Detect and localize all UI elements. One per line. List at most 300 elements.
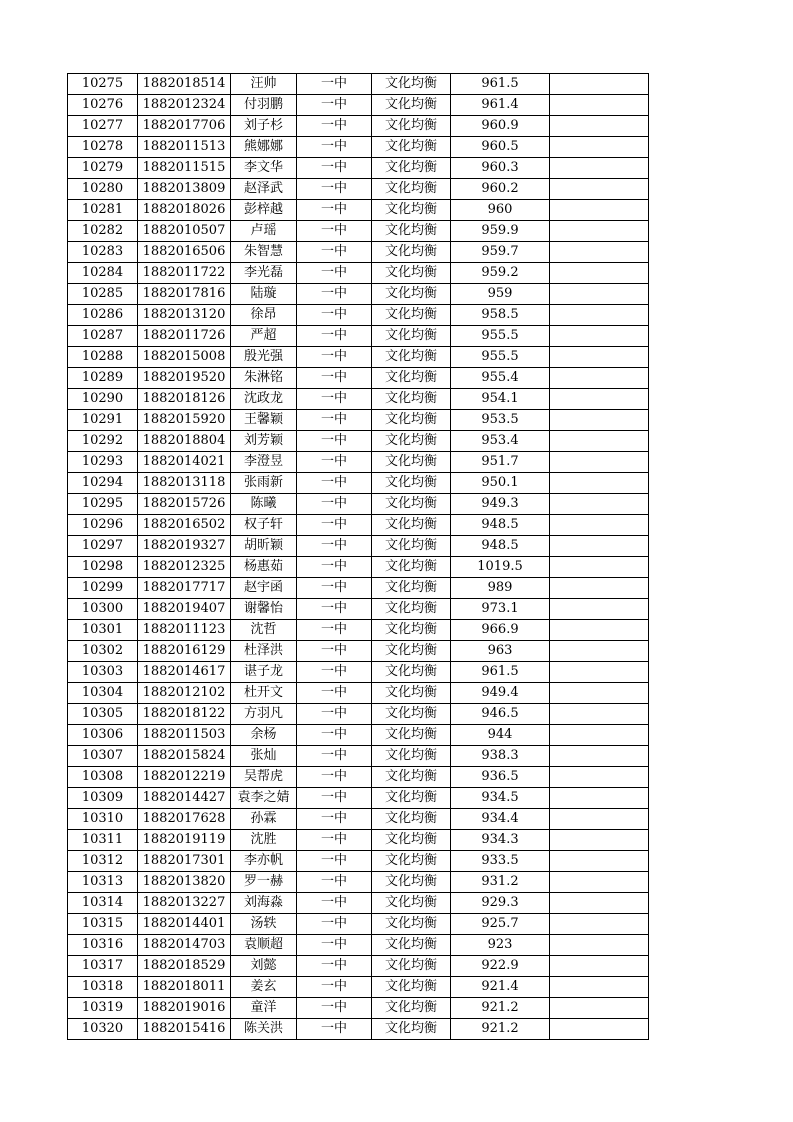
school-cell: 一中 — [297, 200, 372, 221]
score-cell: 960.3 — [451, 158, 550, 179]
category-cell: 文化均衡 — [372, 305, 451, 326]
exam-number-cell: 1882019119 — [138, 830, 231, 851]
category-cell: 文化均衡 — [372, 599, 451, 620]
remark-cell — [550, 830, 649, 851]
score-cell: 960.5 — [451, 137, 550, 158]
exam-number-cell: 1882011722 — [138, 263, 231, 284]
student-name-cell: 袁顺超 — [231, 935, 297, 956]
remark-cell — [550, 557, 649, 578]
table-row — [68, 515, 649, 536]
table-row — [68, 137, 649, 158]
remark-cell — [550, 116, 649, 137]
remark-cell — [550, 893, 649, 914]
row-number-cell: 10300 — [68, 599, 138, 620]
exam-number-cell: 1882019407 — [138, 599, 231, 620]
table-row — [68, 284, 649, 305]
student-name-cell: 赵宇函 — [231, 578, 297, 599]
score-cell: 948.5 — [451, 536, 550, 557]
exam-number-cell: 1882011515 — [138, 158, 231, 179]
student-name-cell: 袁李之婧 — [231, 788, 297, 809]
school-cell: 一中 — [297, 263, 372, 284]
score-cell: 973.1 — [451, 599, 550, 620]
row-number-cell: 10283 — [68, 242, 138, 263]
school-cell: 一中 — [297, 788, 372, 809]
exam-number-cell: 1882017717 — [138, 578, 231, 599]
student-name-cell: 李文华 — [231, 158, 297, 179]
school-cell: 一中 — [297, 242, 372, 263]
exam-number-cell: 1882014401 — [138, 914, 231, 935]
exam-number-cell: 1882012219 — [138, 767, 231, 788]
school-cell: 一中 — [297, 137, 372, 158]
student-name-cell: 胡昕颖 — [231, 536, 297, 557]
row-number-cell: 10303 — [68, 662, 138, 683]
table-row — [68, 347, 649, 368]
row-number-cell: 10296 — [68, 515, 138, 536]
category-cell: 文化均衡 — [372, 284, 451, 305]
exam-number-cell: 1882011726 — [138, 326, 231, 347]
exam-number-cell: 1882017628 — [138, 809, 231, 830]
student-name-cell: 沈政龙 — [231, 389, 297, 410]
remark-cell — [550, 389, 649, 410]
remark-cell — [550, 158, 649, 179]
table-row — [68, 620, 649, 641]
exam-number-cell: 1882016506 — [138, 242, 231, 263]
student-name-cell: 余杨 — [231, 725, 297, 746]
table-row — [68, 473, 649, 494]
school-cell: 一中 — [297, 641, 372, 662]
table-row — [68, 662, 649, 683]
school-cell: 一中 — [297, 935, 372, 956]
table-row — [68, 746, 649, 767]
exam-number-cell: 1882018529 — [138, 956, 231, 977]
exam-number-cell: 1882012102 — [138, 683, 231, 704]
row-number-cell: 10289 — [68, 368, 138, 389]
table-row — [68, 767, 649, 788]
school-cell: 一中 — [297, 536, 372, 557]
table-row — [68, 809, 649, 830]
table-row — [68, 788, 649, 809]
category-cell: 文化均衡 — [372, 557, 451, 578]
exam-number-cell: 1882011513 — [138, 137, 231, 158]
remark-cell — [550, 872, 649, 893]
student-name-cell: 卢瑶 — [231, 221, 297, 242]
category-cell: 文化均衡 — [372, 641, 451, 662]
school-cell: 一中 — [297, 872, 372, 893]
score-cell: 934.3 — [451, 830, 550, 851]
row-number-cell: 10275 — [68, 74, 138, 95]
student-name-cell: 赵泽武 — [231, 179, 297, 200]
row-number-cell: 10290 — [68, 389, 138, 410]
category-cell: 文化均衡 — [372, 452, 451, 473]
exam-number-cell: 1882014427 — [138, 788, 231, 809]
exam-number-cell: 1882018126 — [138, 389, 231, 410]
table-row — [68, 683, 649, 704]
category-cell: 文化均衡 — [372, 347, 451, 368]
remark-cell — [550, 347, 649, 368]
category-cell: 文化均衡 — [372, 221, 451, 242]
table-row — [68, 830, 649, 851]
remark-cell — [550, 515, 649, 536]
school-cell: 一中 — [297, 998, 372, 1019]
table-row — [68, 599, 649, 620]
student-name-cell: 张灿 — [231, 746, 297, 767]
school-cell: 一中 — [297, 557, 372, 578]
school-cell: 一中 — [297, 620, 372, 641]
score-cell: 959.2 — [451, 263, 550, 284]
table-row — [68, 221, 649, 242]
table-row — [68, 893, 649, 914]
table-row — [68, 326, 649, 347]
score-cell: 921.2 — [451, 998, 550, 1019]
table-row — [68, 263, 649, 284]
score-cell: 953.4 — [451, 431, 550, 452]
score-cell: 959.9 — [451, 221, 550, 242]
row-number-cell: 10305 — [68, 704, 138, 725]
remark-cell — [550, 200, 649, 221]
row-number-cell: 10301 — [68, 620, 138, 641]
score-cell: 1019.5 — [451, 557, 550, 578]
exam-number-cell: 1882017301 — [138, 851, 231, 872]
school-cell: 一中 — [297, 452, 372, 473]
school-cell: 一中 — [297, 830, 372, 851]
category-cell: 文化均衡 — [372, 116, 451, 137]
remark-cell — [550, 809, 649, 830]
category-cell: 文化均衡 — [372, 620, 451, 641]
score-cell: 955.4 — [451, 368, 550, 389]
row-number-cell: 10293 — [68, 452, 138, 473]
row-number-cell: 10294 — [68, 473, 138, 494]
score-cell: 925.7 — [451, 914, 550, 935]
category-cell: 文化均衡 — [372, 389, 451, 410]
score-cell: 960 — [451, 200, 550, 221]
school-cell: 一中 — [297, 746, 372, 767]
score-cell: 950.1 — [451, 473, 550, 494]
remark-cell — [550, 74, 649, 95]
table-row — [68, 242, 649, 263]
remark-cell — [550, 746, 649, 767]
school-cell: 一中 — [297, 179, 372, 200]
row-number-cell: 10282 — [68, 221, 138, 242]
row-number-cell: 10313 — [68, 872, 138, 893]
score-cell: 959.7 — [451, 242, 550, 263]
table-row — [68, 914, 649, 935]
school-cell: 一中 — [297, 326, 372, 347]
table-row — [68, 368, 649, 389]
remark-cell — [550, 326, 649, 347]
student-name-cell: 杜泽洪 — [231, 641, 297, 662]
student-name-cell: 孙霖 — [231, 809, 297, 830]
exam-number-cell: 1882017706 — [138, 116, 231, 137]
exam-number-cell: 1882018011 — [138, 977, 231, 998]
category-cell: 文化均衡 — [372, 494, 451, 515]
remark-cell — [550, 242, 649, 263]
score-cell: 944 — [451, 725, 550, 746]
remark-cell — [550, 977, 649, 998]
school-cell: 一中 — [297, 977, 372, 998]
score-cell: 960.9 — [451, 116, 550, 137]
student-name-cell: 谢馨怡 — [231, 599, 297, 620]
table-row — [68, 158, 649, 179]
category-cell: 文化均衡 — [372, 998, 451, 1019]
student-name-cell: 李光磊 — [231, 263, 297, 284]
score-cell: 936.5 — [451, 767, 550, 788]
category-cell: 文化均衡 — [372, 137, 451, 158]
school-cell: 一中 — [297, 389, 372, 410]
school-cell: 一中 — [297, 95, 372, 116]
table-row — [68, 557, 649, 578]
school-cell: 一中 — [297, 662, 372, 683]
category-cell: 文化均衡 — [372, 578, 451, 599]
remark-cell — [550, 935, 649, 956]
category-cell: 文化均衡 — [372, 1019, 451, 1040]
row-number-cell: 10280 — [68, 179, 138, 200]
school-cell: 一中 — [297, 683, 372, 704]
score-cell: 961.5 — [451, 74, 550, 95]
category-cell: 文化均衡 — [372, 809, 451, 830]
remark-cell — [550, 431, 649, 452]
table-row — [68, 641, 649, 662]
table-row — [68, 935, 649, 956]
category-cell: 文化均衡 — [372, 536, 451, 557]
table-row — [68, 851, 649, 872]
row-number-cell: 10287 — [68, 326, 138, 347]
score-cell: 961.5 — [451, 662, 550, 683]
remark-cell — [550, 767, 649, 788]
school-cell: 一中 — [297, 1019, 372, 1040]
school-cell: 一中 — [297, 599, 372, 620]
student-name-cell: 李澄昱 — [231, 452, 297, 473]
score-cell: 989 — [451, 578, 550, 599]
table-row — [68, 410, 649, 431]
category-cell: 文化均衡 — [372, 410, 451, 431]
row-number-cell: 10309 — [68, 788, 138, 809]
row-number-cell: 10306 — [68, 725, 138, 746]
table-row — [68, 1019, 649, 1040]
category-cell: 文化均衡 — [372, 830, 451, 851]
category-cell: 文化均衡 — [372, 158, 451, 179]
score-cell: 953.5 — [451, 410, 550, 431]
category-cell: 文化均衡 — [372, 662, 451, 683]
remark-cell — [550, 536, 649, 557]
school-cell: 一中 — [297, 704, 372, 725]
remark-cell — [550, 851, 649, 872]
category-cell: 文化均衡 — [372, 326, 451, 347]
row-number-cell: 10277 — [68, 116, 138, 137]
exam-number-cell: 1882013809 — [138, 179, 231, 200]
school-cell: 一中 — [297, 851, 372, 872]
student-name-cell: 吴帮虎 — [231, 767, 297, 788]
exam-number-cell: 1882019520 — [138, 368, 231, 389]
student-name-cell: 姜玄 — [231, 977, 297, 998]
row-number-cell: 10286 — [68, 305, 138, 326]
remark-cell — [550, 284, 649, 305]
category-cell: 文化均衡 — [372, 872, 451, 893]
school-cell: 一中 — [297, 74, 372, 95]
category-cell: 文化均衡 — [372, 200, 451, 221]
category-cell: 文化均衡 — [372, 788, 451, 809]
score-table — [67, 73, 649, 1040]
exam-number-cell: 1882017816 — [138, 284, 231, 305]
exam-number-cell: 1882019327 — [138, 536, 231, 557]
row-number-cell: 10279 — [68, 158, 138, 179]
exam-number-cell: 1882015008 — [138, 347, 231, 368]
school-cell: 一中 — [297, 368, 372, 389]
score-cell: 961.4 — [451, 95, 550, 116]
remark-cell — [550, 473, 649, 494]
student-name-cell: 徐昂 — [231, 305, 297, 326]
remark-cell — [550, 368, 649, 389]
category-cell: 文化均衡 — [372, 95, 451, 116]
student-name-cell: 王馨颖 — [231, 410, 297, 431]
table-row — [68, 494, 649, 515]
score-cell: 946.5 — [451, 704, 550, 725]
row-number-cell: 10316 — [68, 935, 138, 956]
table-row — [68, 956, 649, 977]
school-cell: 一中 — [297, 956, 372, 977]
exam-number-cell: 1882013820 — [138, 872, 231, 893]
score-cell: 966.9 — [451, 620, 550, 641]
exam-number-cell: 1882019016 — [138, 998, 231, 1019]
remark-cell — [550, 788, 649, 809]
row-number-cell: 10302 — [68, 641, 138, 662]
score-cell: 958.5 — [451, 305, 550, 326]
student-name-cell: 刘芳颖 — [231, 431, 297, 452]
student-name-cell: 刘懿 — [231, 956, 297, 977]
category-cell: 文化均衡 — [372, 935, 451, 956]
student-name-cell: 汤轶 — [231, 914, 297, 935]
exam-number-cell: 1882016129 — [138, 641, 231, 662]
exam-number-cell: 1882010507 — [138, 221, 231, 242]
school-cell: 一中 — [297, 494, 372, 515]
remark-cell — [550, 683, 649, 704]
category-cell: 文化均衡 — [372, 914, 451, 935]
row-number-cell: 10307 — [68, 746, 138, 767]
category-cell: 文化均衡 — [372, 242, 451, 263]
table-row — [68, 431, 649, 452]
score-cell: 951.7 — [451, 452, 550, 473]
student-name-cell: 权子轩 — [231, 515, 297, 536]
exam-number-cell: 1882016502 — [138, 515, 231, 536]
exam-number-cell: 1882014617 — [138, 662, 231, 683]
student-name-cell: 刘子杉 — [231, 116, 297, 137]
school-cell: 一中 — [297, 284, 372, 305]
row-number-cell: 10310 — [68, 809, 138, 830]
student-name-cell: 沈哲 — [231, 620, 297, 641]
score-cell: 931.2 — [451, 872, 550, 893]
category-cell: 文化均衡 — [372, 977, 451, 998]
table-row — [68, 179, 649, 200]
row-number-cell: 10292 — [68, 431, 138, 452]
student-name-cell: 陈曦 — [231, 494, 297, 515]
student-name-cell: 陆璇 — [231, 284, 297, 305]
exam-number-cell: 1882014703 — [138, 935, 231, 956]
table-row — [68, 74, 649, 95]
student-name-cell: 童洋 — [231, 998, 297, 1019]
remark-cell — [550, 662, 649, 683]
category-cell: 文化均衡 — [372, 956, 451, 977]
score-cell: 922.9 — [451, 956, 550, 977]
remark-cell — [550, 137, 649, 158]
exam-number-cell: 1882015920 — [138, 410, 231, 431]
school-cell: 一中 — [297, 809, 372, 830]
category-cell: 文化均衡 — [372, 704, 451, 725]
row-number-cell: 10312 — [68, 851, 138, 872]
student-name-cell: 严超 — [231, 326, 297, 347]
school-cell: 一中 — [297, 158, 372, 179]
school-cell: 一中 — [297, 305, 372, 326]
table-row — [68, 305, 649, 326]
remark-cell — [550, 221, 649, 242]
row-number-cell: 10319 — [68, 998, 138, 1019]
student-name-cell: 汪帅 — [231, 74, 297, 95]
category-cell: 文化均衡 — [372, 263, 451, 284]
remark-cell — [550, 95, 649, 116]
row-number-cell: 10278 — [68, 137, 138, 158]
school-cell: 一中 — [297, 914, 372, 935]
remark-cell — [550, 263, 649, 284]
school-cell: 一中 — [297, 578, 372, 599]
category-cell: 文化均衡 — [372, 179, 451, 200]
student-name-cell: 罗一赫 — [231, 872, 297, 893]
remark-cell — [550, 956, 649, 977]
category-cell: 文化均衡 — [372, 368, 451, 389]
exam-number-cell: 1882018122 — [138, 704, 231, 725]
student-name-cell: 方羽凡 — [231, 704, 297, 725]
row-number-cell: 10311 — [68, 830, 138, 851]
remark-cell — [550, 1019, 649, 1040]
score-cell: 933.5 — [451, 851, 550, 872]
remark-cell — [550, 620, 649, 641]
score-cell: 959 — [451, 284, 550, 305]
category-cell: 文化均衡 — [372, 767, 451, 788]
row-number-cell: 10284 — [68, 263, 138, 284]
exam-number-cell: 1882013118 — [138, 473, 231, 494]
student-name-cell: 李亦帆 — [231, 851, 297, 872]
category-cell: 文化均衡 — [372, 515, 451, 536]
score-cell: 929.3 — [451, 893, 550, 914]
row-number-cell: 10318 — [68, 977, 138, 998]
student-name-cell: 张雨新 — [231, 473, 297, 494]
remark-cell — [550, 725, 649, 746]
school-cell: 一中 — [297, 893, 372, 914]
exam-number-cell: 1882011503 — [138, 725, 231, 746]
exam-number-cell: 1882012325 — [138, 557, 231, 578]
exam-number-cell: 1882018026 — [138, 200, 231, 221]
student-name-cell: 杜开文 — [231, 683, 297, 704]
school-cell: 一中 — [297, 767, 372, 788]
student-name-cell: 彭梓越 — [231, 200, 297, 221]
remark-cell — [550, 179, 649, 200]
table-row — [68, 116, 649, 137]
category-cell: 文化均衡 — [372, 431, 451, 452]
score-cell: 955.5 — [451, 347, 550, 368]
category-cell: 文化均衡 — [372, 74, 451, 95]
row-number-cell: 10320 — [68, 1019, 138, 1040]
table-row — [68, 536, 649, 557]
score-cell: 921.4 — [451, 977, 550, 998]
school-cell: 一中 — [297, 515, 372, 536]
exam-number-cell: 1882013227 — [138, 893, 231, 914]
category-cell: 文化均衡 — [372, 683, 451, 704]
table-row — [68, 578, 649, 599]
row-number-cell: 10315 — [68, 914, 138, 935]
exam-number-cell: 1882015726 — [138, 494, 231, 515]
remark-cell — [550, 914, 649, 935]
student-name-cell: 朱智慧 — [231, 242, 297, 263]
score-cell: 960.2 — [451, 179, 550, 200]
exam-number-cell: 1882015824 — [138, 746, 231, 767]
exam-number-cell: 1882011123 — [138, 620, 231, 641]
